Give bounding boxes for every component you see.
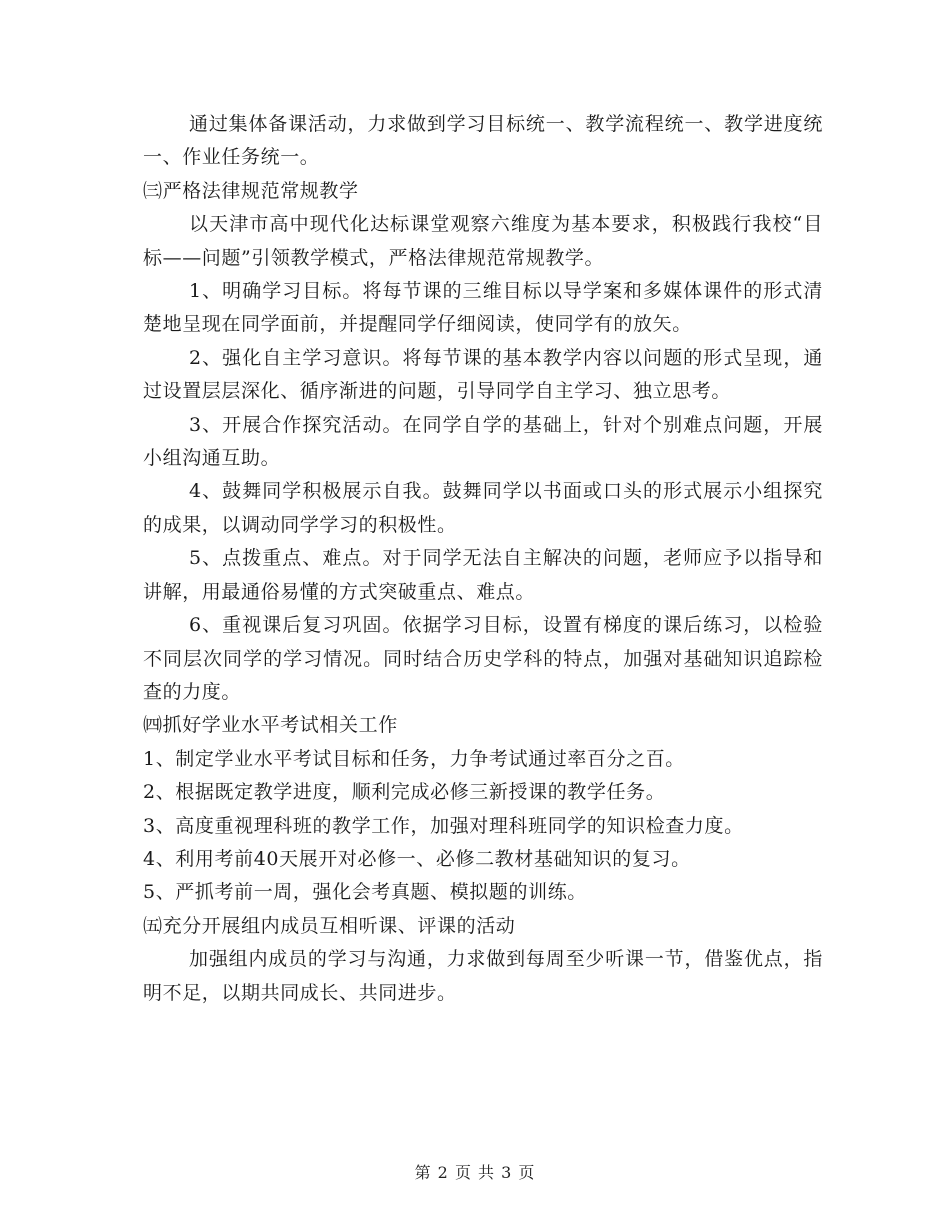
- section-heading-3: ㈢严格法律规范常规教学: [143, 179, 359, 202]
- paragraph-12: 2、根据既定教学进度，顺利完成必修三新授课的教学任务。: [143, 781, 666, 804]
- paragraph-14: 4、利用考前40天展开对必修一、必修二教材基础知识的复习。: [143, 847, 691, 870]
- paragraph-1: 通过集体备课活动，力求做到学习目标统一、教学流程统一、教学进度统一、作业任务统一。: [143, 113, 823, 169]
- paragraph-3: 以天津市高中现代化达标课堂观察六维度为基本要求，积极践行我校“目标——问题”引领教学模式，严格法律规范常规教学。: [143, 213, 823, 269]
- paragraph-9: 6、重视课后复习巩固。依据学习目标，设置有梯度的课后练习，以检验不同层次同学的学习情况。同时结合历史学科的特点，加强对基础知识追踪检查的力度。: [143, 614, 823, 703]
- paragraph-5: 2、强化自主学习意识。将每节课的基本教学内容以问题的形式呈现，通过设置层层深化、循序渐进的问题，引导同学自主学习、独立思考。: [143, 346, 823, 403]
- page-number-footer: 第 2 页 共 3 页: [414, 1163, 536, 1182]
- paragraph-7: 4、鼓舞同学积极展示自我。鼓舞同学以书面或口头的形式展示小组探究的成果，以调动同学学习的积极性。: [143, 480, 823, 536]
- document-body: [143, 108, 823, 1010]
- paragraph-8: 5、点拨重点、难点。对于同学无法自主解决的问题，老师应予以指导和讲解，用最通俗易懂的方式突破重点、难点。: [143, 547, 823, 603]
- section-heading-4: ㈣抓好学业水平考试相关工作: [143, 714, 398, 737]
- paragraph-17: 加强组内成员的学习与沟通，力求做到每周至少听课一节，借鉴优点，指明不足，以期共同成长、共同进步。: [143, 948, 823, 1004]
- paragraph-4: 1、明确学习目标。将每节课的三维目标以导学案和多媒体课件的形式清楚地呈现在同学面前，并提醒同学仔细阅读，使同学有的放矢。: [143, 280, 823, 336]
- paragraph-13: 3、高度重视理科班的教学工作，加强对理科班同学的知识检查力度。: [143, 814, 744, 837]
- section-heading-5: ㈤充分开展组内成员互相听课、评课的活动: [143, 914, 516, 937]
- paragraph-6: 3、开展合作探究活动。在同学自学的基础上，针对个别难点问题，开展小组沟通互助。: [143, 413, 823, 470]
- paragraph-11: 1、制定学业水平考试目标和任务，力争考试通过率百分之百。: [143, 747, 685, 770]
- paragraph-15: 5、严抓考前一周，强化会考真题、模拟题的训练。: [143, 881, 587, 904]
